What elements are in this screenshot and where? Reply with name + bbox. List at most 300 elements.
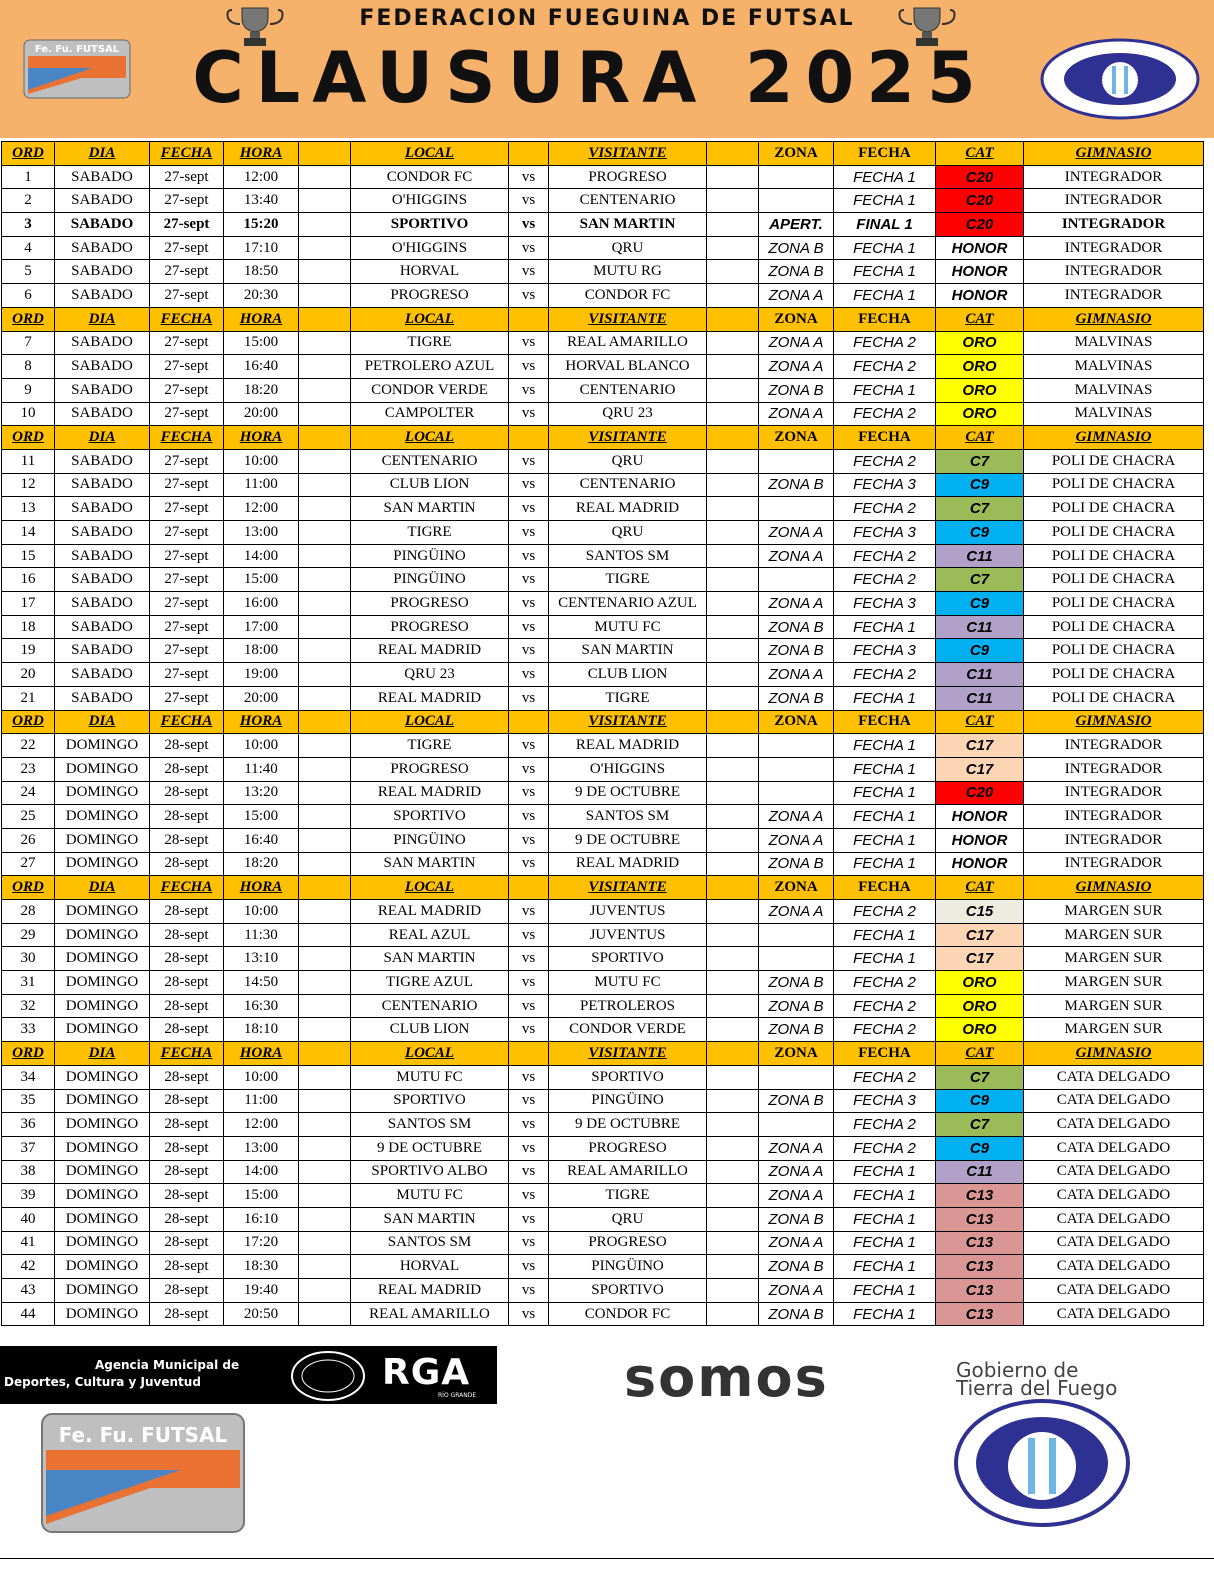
- home-team-cell: SAN MARTIN: [351, 852, 509, 876]
- blank-cell: [299, 449, 351, 473]
- day-cell: SABADO: [55, 544, 150, 568]
- vs-cell: vs: [509, 402, 549, 426]
- round-cell: FECHA 1: [834, 686, 936, 710]
- round-cell: FECHA 2: [834, 994, 936, 1018]
- category-badge: C13: [936, 1184, 1024, 1208]
- ord-cell: 23: [2, 757, 55, 781]
- venue-cell: INTEGRADOR: [1024, 284, 1204, 308]
- venue-cell: POLI DE CHACRA: [1024, 473, 1204, 497]
- home-team-cell: REAL AMARILLO: [351, 1302, 509, 1326]
- away-team-cell: REAL MADRID: [549, 852, 707, 876]
- away-team-cell: TIGRE: [549, 568, 707, 592]
- round-cell: FECHA 1: [834, 260, 936, 284]
- page-title: CLAUSURA 2025: [192, 37, 988, 119]
- category-badge: ORO: [936, 331, 1024, 355]
- vs-cell: vs: [509, 852, 549, 876]
- category-badge: C17: [936, 757, 1024, 781]
- blank-cell: [707, 355, 759, 379]
- zone-cell: ZONA A: [759, 900, 834, 924]
- header-fecha: FECHA: [150, 710, 224, 734]
- header-zona: ZONA: [759, 876, 834, 900]
- header-hora: HORA: [224, 710, 299, 734]
- round-cell: FECHA 3: [834, 473, 936, 497]
- category-badge: ORO: [936, 402, 1024, 426]
- date-cell: 27-sept: [150, 378, 224, 402]
- header-gimnasio: GIMNASIO: [1024, 1042, 1204, 1066]
- ord-cell: 5: [2, 260, 55, 284]
- venue-cell: CATA DELGADO: [1024, 1279, 1204, 1303]
- away-team-cell: CENTENARIO: [549, 378, 707, 402]
- blank-cell: [299, 781, 351, 805]
- home-team-cell: CLUB LION: [351, 473, 509, 497]
- ord-cell: 21: [2, 686, 55, 710]
- away-team-cell: CENTENARIO: [549, 473, 707, 497]
- day-cell: DOMINGO: [55, 923, 150, 947]
- table-header-row: [2, 426, 1204, 450]
- category-badge: ORO: [936, 355, 1024, 379]
- date-cell: 28-sept: [150, 1184, 224, 1208]
- home-team-cell: CONDOR FC: [351, 165, 509, 189]
- blank-cell: [707, 473, 759, 497]
- ord-cell: 17: [2, 592, 55, 616]
- vs-cell: vs: [509, 592, 549, 616]
- zone-cell: ZONA B: [759, 473, 834, 497]
- round-cell: FECHA 1: [834, 1231, 936, 1255]
- category-badge: ORO: [936, 378, 1024, 402]
- match-row: [2, 1065, 1204, 1089]
- municipal-seal-icon: [290, 1350, 366, 1402]
- header-hora: HORA: [224, 142, 299, 166]
- header-cat: CAT: [936, 710, 1024, 734]
- vs-cell: vs: [509, 1207, 549, 1231]
- blank-cell: [707, 1113, 759, 1137]
- vs-cell: vs: [509, 1089, 549, 1113]
- blank-cell: [707, 189, 759, 213]
- away-team-cell: HORVAL BLANCO: [549, 355, 707, 379]
- header-blank3: [707, 876, 759, 900]
- vs-cell: vs: [509, 947, 549, 971]
- category-badge: HONOR: [936, 805, 1024, 829]
- away-team-cell: REAL AMARILLO: [549, 331, 707, 355]
- round-cell: FECHA 1: [834, 1207, 936, 1231]
- date-cell: 28-sept: [150, 805, 224, 829]
- vs-cell: vs: [509, 757, 549, 781]
- venue-cell: POLI DE CHACRA: [1024, 592, 1204, 616]
- blank-cell: [299, 260, 351, 284]
- away-team-cell: PROGRESO: [549, 1231, 707, 1255]
- match-row: [2, 1231, 1204, 1255]
- date-cell: 27-sept: [150, 615, 224, 639]
- blank-cell: [707, 1184, 759, 1208]
- round-cell: FECHA 1: [834, 378, 936, 402]
- away-team-cell: QRU: [549, 449, 707, 473]
- header-zona: ZONA: [759, 426, 834, 450]
- header-blank1: [299, 876, 351, 900]
- ord-cell: 24: [2, 781, 55, 805]
- home-team-cell: SANTOS SM: [351, 1231, 509, 1255]
- blank-cell: [299, 1065, 351, 1089]
- blank-cell: [707, 805, 759, 829]
- blank-cell: [707, 994, 759, 1018]
- category-badge: C17: [936, 947, 1024, 971]
- round-cell: FECHA 1: [834, 165, 936, 189]
- vs-cell: vs: [509, 331, 549, 355]
- away-team-cell: SPORTIVO: [549, 1279, 707, 1303]
- ord-cell: 19: [2, 639, 55, 663]
- away-team-cell: SPORTIVO: [549, 1065, 707, 1089]
- match-row: [2, 378, 1204, 402]
- header-fecha-jornada: FECHA: [834, 142, 936, 166]
- vs-cell: vs: [509, 805, 549, 829]
- home-team-cell: HORVAL: [351, 260, 509, 284]
- venue-cell: CATA DELGADO: [1024, 1207, 1204, 1231]
- home-team-cell: O'HIGGINS: [351, 236, 509, 260]
- blank-cell: [707, 284, 759, 308]
- venue-cell: INTEGRADOR: [1024, 828, 1204, 852]
- header-local: LOCAL: [351, 142, 509, 166]
- vs-cell: vs: [509, 1160, 549, 1184]
- header-visitante: VISITANTE: [549, 876, 707, 900]
- category-badge: C11: [936, 1160, 1024, 1184]
- date-cell: 28-sept: [150, 971, 224, 995]
- venue-cell: CATA DELGADO: [1024, 1136, 1204, 1160]
- match-row: [2, 1113, 1204, 1137]
- home-team-cell: PINGÜINO: [351, 568, 509, 592]
- ord-cell: 26: [2, 828, 55, 852]
- venue-cell: INTEGRADOR: [1024, 165, 1204, 189]
- day-cell: SABADO: [55, 473, 150, 497]
- time-cell: 20:00: [224, 686, 299, 710]
- ord-cell: 15: [2, 544, 55, 568]
- zone-cell: ZONA B: [759, 971, 834, 995]
- blank-cell: [299, 805, 351, 829]
- header-zona: ZONA: [759, 142, 834, 166]
- vs-cell: vs: [509, 213, 549, 237]
- vs-cell: vs: [509, 1184, 549, 1208]
- zone-cell: ZONA B: [759, 1207, 834, 1231]
- header-visitante: VISITANTE: [549, 1042, 707, 1066]
- ord-cell: 40: [2, 1207, 55, 1231]
- header-gimnasio: GIMNASIO: [1024, 876, 1204, 900]
- vs-cell: vs: [509, 639, 549, 663]
- home-team-cell: PROGRESO: [351, 757, 509, 781]
- blank-cell: [707, 757, 759, 781]
- away-team-cell: QRU: [549, 521, 707, 545]
- match-row: [2, 757, 1204, 781]
- match-row: [2, 923, 1204, 947]
- day-cell: DOMINGO: [55, 1207, 150, 1231]
- away-team-cell: JUVENTUS: [549, 923, 707, 947]
- away-team-cell: MUTU FC: [549, 615, 707, 639]
- cafs-large-logo: [952, 1398, 1132, 1528]
- date-cell: 28-sept: [150, 1018, 224, 1042]
- venue-cell: MALVINAS: [1024, 402, 1204, 426]
- date-cell: 27-sept: [150, 260, 224, 284]
- away-team-cell: SAN MARTIN: [549, 213, 707, 237]
- vs-cell: vs: [509, 1136, 549, 1160]
- ord-cell: 32: [2, 994, 55, 1018]
- match-row: [2, 544, 1204, 568]
- rga-subtitle: RÍO GRANDE: [438, 1392, 477, 1399]
- time-cell: 15:00: [224, 805, 299, 829]
- home-team-cell: CAMPOLTER: [351, 402, 509, 426]
- header-blank2: [509, 142, 549, 166]
- blank-cell: [707, 378, 759, 402]
- date-cell: 27-sept: [150, 449, 224, 473]
- home-team-cell: REAL MADRID: [351, 781, 509, 805]
- away-team-cell: PROGRESO: [549, 165, 707, 189]
- header-banner: [0, 0, 1214, 138]
- ord-cell: 2: [2, 189, 55, 213]
- header-blank1: [299, 307, 351, 331]
- table-header-row: [2, 1042, 1204, 1066]
- match-row: [2, 947, 1204, 971]
- venue-cell: MARGEN SUR: [1024, 994, 1204, 1018]
- vs-cell: vs: [509, 544, 549, 568]
- away-team-cell: REAL MADRID: [549, 734, 707, 758]
- ord-cell: 22: [2, 734, 55, 758]
- table-header-row: [2, 307, 1204, 331]
- header-dia: DIA: [55, 1042, 150, 1066]
- day-cell: SABADO: [55, 284, 150, 308]
- ord-cell: 38: [2, 1160, 55, 1184]
- time-cell: 11:00: [224, 473, 299, 497]
- ord-cell: 13: [2, 497, 55, 521]
- vs-cell: vs: [509, 189, 549, 213]
- round-cell: FECHA 1: [834, 189, 936, 213]
- venue-cell: POLI DE CHACRA: [1024, 449, 1204, 473]
- ord-cell: 7: [2, 331, 55, 355]
- category-badge: C13: [936, 1207, 1024, 1231]
- zone-cell: [759, 757, 834, 781]
- category-badge: ORO: [936, 994, 1024, 1018]
- home-team-cell: TIGRE: [351, 331, 509, 355]
- category-badge: C13: [936, 1255, 1024, 1279]
- home-team-cell: PETROLERO AZUL: [351, 355, 509, 379]
- round-cell: FECHA 2: [834, 1065, 936, 1089]
- time-cell: 13:00: [224, 1136, 299, 1160]
- fefu-logo: [22, 38, 132, 100]
- home-team-cell: SAN MARTIN: [351, 947, 509, 971]
- vs-cell: vs: [509, 900, 549, 924]
- venue-cell: POLI DE CHACRA: [1024, 497, 1204, 521]
- time-cell: 16:00: [224, 592, 299, 616]
- category-badge: C9: [936, 1136, 1024, 1160]
- ord-cell: 8: [2, 355, 55, 379]
- day-cell: DOMINGO: [55, 994, 150, 1018]
- match-row: [2, 852, 1204, 876]
- date-cell: 27-sept: [150, 236, 224, 260]
- header-fecha: FECHA: [150, 1042, 224, 1066]
- match-row: [2, 236, 1204, 260]
- zone-cell: [759, 568, 834, 592]
- date-cell: 28-sept: [150, 1302, 224, 1326]
- blank-cell: [299, 734, 351, 758]
- round-cell: FECHA 1: [834, 828, 936, 852]
- day-cell: SABADO: [55, 615, 150, 639]
- header-local: LOCAL: [351, 307, 509, 331]
- header-blank2: [509, 710, 549, 734]
- blank-cell: [707, 1207, 759, 1231]
- blank-cell: [707, 165, 759, 189]
- time-cell: 14:00: [224, 544, 299, 568]
- match-row: [2, 1279, 1204, 1303]
- zone-cell: ZONA B: [759, 686, 834, 710]
- zone-cell: ZONA B: [759, 378, 834, 402]
- vs-cell: vs: [509, 260, 549, 284]
- blank-cell: [707, 497, 759, 521]
- zone-cell: ZONA A: [759, 1160, 834, 1184]
- blank-cell: [299, 1279, 351, 1303]
- government-line1: Gobierno de: [956, 1358, 1079, 1382]
- ord-cell: 36: [2, 1113, 55, 1137]
- day-cell: SABADO: [55, 497, 150, 521]
- vs-cell: vs: [509, 663, 549, 687]
- blank-cell: [707, 852, 759, 876]
- blank-cell: [299, 1089, 351, 1113]
- away-team-cell: O'HIGGINS: [549, 757, 707, 781]
- venue-cell: CATA DELGADO: [1024, 1089, 1204, 1113]
- vs-cell: vs: [509, 236, 549, 260]
- round-cell: FECHA 2: [834, 971, 936, 995]
- match-row: [2, 165, 1204, 189]
- zone-cell: [759, 1113, 834, 1137]
- day-cell: DOMINGO: [55, 1255, 150, 1279]
- round-cell: FECHA 2: [834, 331, 936, 355]
- blank-cell: [707, 639, 759, 663]
- round-cell: FECHA 3: [834, 639, 936, 663]
- ord-cell: 29: [2, 923, 55, 947]
- zone-cell: ZONA B: [759, 852, 834, 876]
- away-team-cell: QRU: [549, 1207, 707, 1231]
- vs-cell: vs: [509, 378, 549, 402]
- home-team-cell: SAN MARTIN: [351, 497, 509, 521]
- away-team-cell: 9 DE OCTUBRE: [549, 828, 707, 852]
- venue-cell: INTEGRADOR: [1024, 213, 1204, 237]
- header-local: LOCAL: [351, 426, 509, 450]
- blank-cell: [299, 284, 351, 308]
- date-cell: 28-sept: [150, 947, 224, 971]
- header-zona: ZONA: [759, 710, 834, 734]
- header-blank1: [299, 142, 351, 166]
- match-row: [2, 355, 1204, 379]
- zone-cell: ZONA A: [759, 663, 834, 687]
- zone-cell: ZONA A: [759, 828, 834, 852]
- venue-cell: POLI DE CHACRA: [1024, 568, 1204, 592]
- blank-cell: [707, 923, 759, 947]
- venue-cell: POLI DE CHACRA: [1024, 639, 1204, 663]
- header-gimnasio: GIMNASIO: [1024, 710, 1204, 734]
- match-row: [2, 189, 1204, 213]
- home-team-cell: QRU 23: [351, 663, 509, 687]
- ord-cell: 33: [2, 1018, 55, 1042]
- day-cell: DOMINGO: [55, 781, 150, 805]
- ord-cell: 20: [2, 663, 55, 687]
- date-cell: 27-sept: [150, 686, 224, 710]
- date-cell: 27-sept: [150, 402, 224, 426]
- blank-cell: [707, 236, 759, 260]
- home-team-cell: CENTENARIO: [351, 449, 509, 473]
- time-cell: 17:20: [224, 1231, 299, 1255]
- blank-cell: [299, 686, 351, 710]
- vs-cell: vs: [509, 1302, 549, 1326]
- vs-cell: vs: [509, 686, 549, 710]
- away-team-cell: PINGÜINO: [549, 1255, 707, 1279]
- blank-cell: [299, 497, 351, 521]
- time-cell: 17:10: [224, 236, 299, 260]
- date-cell: 27-sept: [150, 284, 224, 308]
- home-team-cell: SAN MARTIN: [351, 1207, 509, 1231]
- home-team-cell: PROGRESO: [351, 284, 509, 308]
- vs-cell: vs: [509, 1255, 549, 1279]
- zone-cell: [759, 165, 834, 189]
- match-schedule-table: [1, 141, 1204, 1326]
- match-row: [2, 1089, 1204, 1113]
- header-dia: DIA: [55, 876, 150, 900]
- date-cell: 28-sept: [150, 828, 224, 852]
- header-fecha: FECHA: [150, 142, 224, 166]
- venue-cell: POLI DE CHACRA: [1024, 686, 1204, 710]
- blank-cell: [707, 686, 759, 710]
- round-cell: FECHA 2: [834, 497, 936, 521]
- header-fecha: FECHA: [150, 307, 224, 331]
- day-cell: DOMINGO: [55, 1302, 150, 1326]
- round-cell: FECHA 1: [834, 1255, 936, 1279]
- date-cell: 28-sept: [150, 1089, 224, 1113]
- day-cell: DOMINGO: [55, 1113, 150, 1137]
- blank-cell: [299, 1136, 351, 1160]
- category-badge: C13: [936, 1302, 1024, 1326]
- fefu-large-logo: [40, 1412, 246, 1534]
- header-local: LOCAL: [351, 710, 509, 734]
- category-badge: C20: [936, 165, 1024, 189]
- time-cell: 18:00: [224, 639, 299, 663]
- match-row: [2, 805, 1204, 829]
- header-local: LOCAL: [351, 876, 509, 900]
- ord-cell: 14: [2, 521, 55, 545]
- match-row: [2, 497, 1204, 521]
- category-badge: C7: [936, 1113, 1024, 1137]
- header-dia: DIA: [55, 307, 150, 331]
- home-team-cell: REAL MADRID: [351, 686, 509, 710]
- match-row: [2, 284, 1204, 308]
- away-team-cell: PINGÜINO: [549, 1089, 707, 1113]
- header-visitante: VISITANTE: [549, 307, 707, 331]
- home-team-cell: TIGRE AZUL: [351, 971, 509, 995]
- category-badge: C20: [936, 781, 1024, 805]
- bottom-grid-line: [0, 1558, 1214, 1586]
- header-blank1: [299, 710, 351, 734]
- day-cell: SABADO: [55, 592, 150, 616]
- blank-cell: [707, 1065, 759, 1089]
- ord-cell: 11: [2, 449, 55, 473]
- away-team-cell: 9 DE OCTUBRE: [549, 1113, 707, 1137]
- blank-cell: [299, 1184, 351, 1208]
- blank-cell: [299, 592, 351, 616]
- time-cell: 11:40: [224, 757, 299, 781]
- match-row: [2, 521, 1204, 545]
- day-cell: DOMINGO: [55, 947, 150, 971]
- venue-cell: POLI DE CHACRA: [1024, 615, 1204, 639]
- time-cell: 15:00: [224, 1184, 299, 1208]
- match-row: [2, 1302, 1204, 1326]
- venue-cell: CATA DELGADO: [1024, 1231, 1204, 1255]
- venue-cell: POLI DE CHACRA: [1024, 663, 1204, 687]
- date-cell: 28-sept: [150, 1113, 224, 1137]
- fefu-large-logo-text: Fe. Fu. FUTSAL: [58, 1423, 228, 1447]
- home-team-cell: REAL MADRID: [351, 1279, 509, 1303]
- blank-cell: [299, 213, 351, 237]
